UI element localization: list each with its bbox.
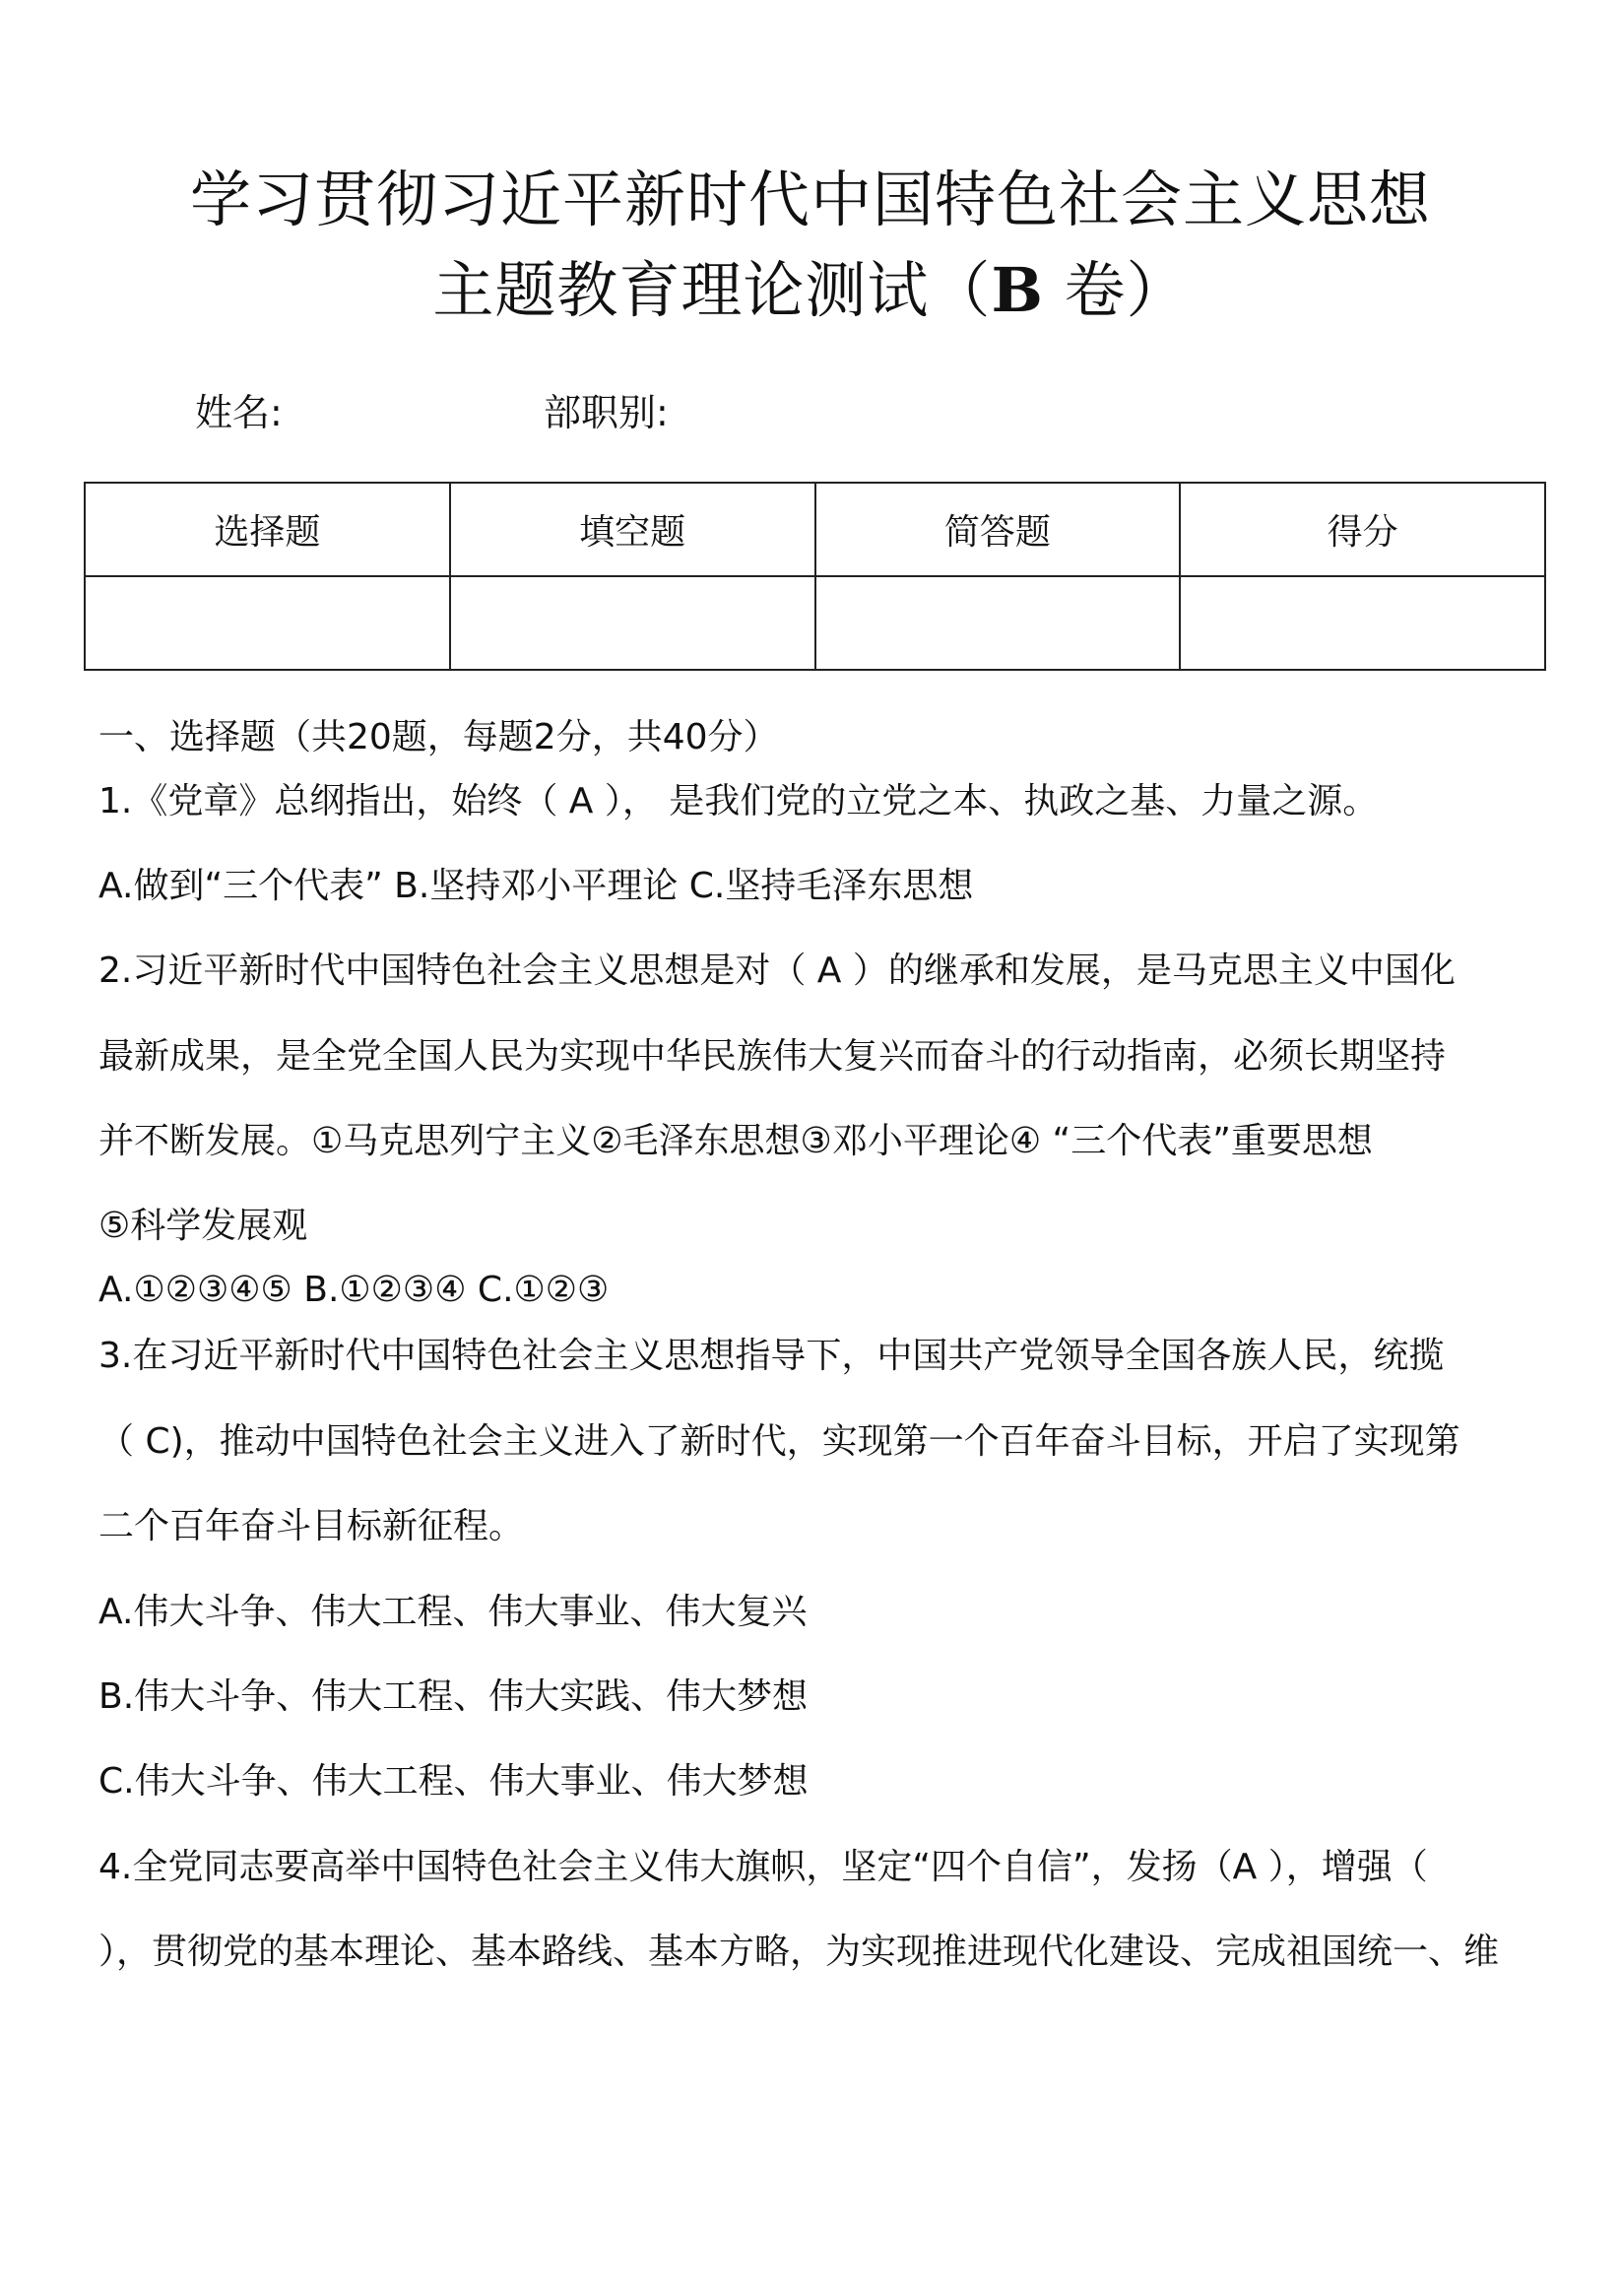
section-heading: 一、选择题（共20题，每题2分，共40分） [98,717,779,757]
q4-line-2: ），贯彻党的基本理论、基本路线、基本方略，为实现推进现代化建设、完成祖国统一、维 [98,1932,1500,1972]
page-title-line-2 [0,254,1621,326]
department-label: 部职别: [544,391,669,434]
q3-line-3: 二个百年奋斗目标新征程。 [98,1506,525,1546]
score-table-value-row [85,576,1545,670]
name-label: 姓名: [195,391,283,434]
q2-line-4: ⑤科学发展观 [98,1206,308,1246]
value-score [1180,576,1545,670]
q3-line-2: （ C)，推动中国特色社会主义进入了新时代，实现第一个百年奋斗目标，开启了实现第 [98,1421,1460,1462]
score-table-header-row [85,483,1545,576]
q3-option-a: A.伟大斗争、伟大工程、伟大事业、伟大复兴 [98,1592,808,1632]
q4-line-1: 4.全党同志要高举中国特色社会主义伟大旗帜，坚定“四个自信”，发扬（A ），增强（ [98,1847,1428,1887]
q3-option-c: C.伟大斗争、伟大工程、伟大事业、伟大梦想 [98,1761,809,1802]
value-short-answer [815,576,1181,670]
header-score: 得分 [1180,483,1545,576]
title-line-2-suffix: 卷） [1043,254,1189,326]
title-line-2-prefix: 主题教育理论测试（ [432,254,992,326]
q2-line-2: 最新成果，是全党全国人民为实现中华民族伟大复兴而奋斗的行动指南，必须长期坚持 [98,1036,1447,1077]
header-multiple-choice: 选择题 [85,483,450,576]
value-fill-blank [450,576,815,670]
q1-options: A.做到“三个代表” B.坚持邓小平理论 C.坚持毛泽东思想 [98,866,974,906]
q2-line-3: 并不断发展。①马克思列宁主义②毛泽东思想③邓小平理论④ “三个代表”重要思想 [98,1121,1373,1161]
score-table [84,482,1546,671]
header-fill-blank: 填空题 [450,483,815,576]
header-short-answer: 简答题 [815,483,1181,576]
page-title-line-1: 学习贯彻习近平新时代中国特色社会主义思想 [189,164,1431,235]
q2-line-1: 2.习近平新时代中国特色社会主义思想是对（ A ）的继承和发展，是马克思主义中国化 [98,951,1456,991]
q1-stem: 1.《党章》总纲指出，始终（ A ）， 是我们党的立党之本、执政之基、力量之源。 [98,781,1379,821]
q2-options: A.①②③④⑤ B.①②③④ C.①②③ [98,1270,610,1310]
value-multiple-choice [85,576,450,670]
q3-line-1: 3.在习近平新时代中国特色社会主义思想指导下，中国共产党领导全国各族人民，统揽 [98,1336,1445,1376]
q3-option-b: B.伟大斗争、伟大工程、伟大实践、伟大梦想 [98,1676,809,1717]
title-volume-letter: B [991,254,1044,326]
